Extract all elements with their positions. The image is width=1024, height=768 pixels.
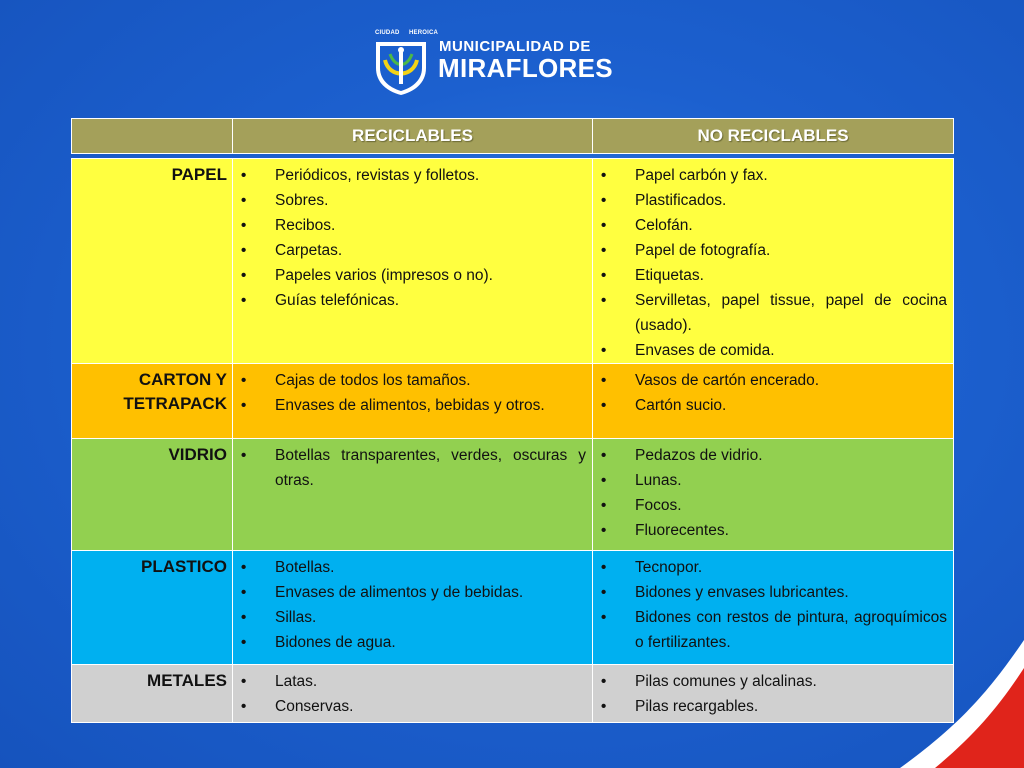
- list-item: • Periódicos, revistas y folletos.: [239, 163, 586, 188]
- list-item: • Envases de alimentos, bebidas y otros.: [239, 393, 586, 418]
- no-reciclables-cell: [593, 551, 954, 665]
- list-item: • Conservas.: [239, 694, 586, 719]
- logo-title-line1: MUNICIPALIDAD DE: [439, 38, 591, 55]
- logo-top-right-text: HEROICA: [409, 30, 439, 36]
- table-row-vidrio: [72, 439, 954, 551]
- logo-top-left-text: CIUDAD: [375, 30, 400, 36]
- header-empty-cell: [72, 119, 233, 154]
- list-item: • Cajas de todos los tamaños.: [239, 368, 586, 393]
- category-vidrio: VIDRIO: [72, 439, 233, 551]
- list-item: • Bidones con restos de pintura, agroquímicos o fertilizantes.: [599, 605, 947, 655]
- list-item: • Botellas.: [239, 555, 586, 580]
- item-list: [593, 665, 953, 719]
- list-item: • Papel carbón y fax.: [599, 163, 947, 188]
- reciclables-cell: [233, 364, 593, 439]
- list-item: • Servilletas, papel tissue, papel de cocina (usado).: [599, 288, 947, 338]
- item-list: [593, 551, 953, 655]
- list-item: • Tecnopor.: [599, 555, 947, 580]
- list-item: • Celofán.: [599, 213, 947, 238]
- list-item: • Sillas.: [239, 605, 586, 630]
- list-item: • Envases de alimentos y de bebidas.: [239, 580, 586, 605]
- reciclables-cell: [233, 665, 593, 723]
- list-item: • Etiquetas.: [599, 263, 947, 288]
- table-row-papel: [72, 159, 954, 364]
- item-list: [233, 439, 592, 493]
- item-list: [593, 364, 953, 418]
- shield-icon: [373, 38, 429, 96]
- list-item: • Papeles varios (impresos o no).: [239, 263, 586, 288]
- list-item: • Lunas.: [599, 468, 947, 493]
- no-reciclables-cell: [593, 439, 954, 551]
- table-row-plastico: [72, 551, 954, 665]
- item-list: [233, 364, 592, 418]
- recycling-table: [71, 118, 954, 723]
- list-item: • Carpetas.: [239, 238, 586, 263]
- list-item: • Envases de comida.: [599, 338, 947, 363]
- category-carton-tetrapack: CARTON Y TETRAPACK: [72, 364, 233, 439]
- no-reciclables-cell: [593, 665, 954, 723]
- no-reciclables-cell: [593, 364, 954, 439]
- reciclables-cell: [233, 439, 593, 551]
- item-list: [593, 159, 953, 363]
- list-item: • Vasos de cartón encerado.: [599, 368, 947, 393]
- list-item: • Botellas transparentes, verdes, oscuras y otras.: [239, 443, 586, 493]
- header-reciclables: RECICLABLES: [233, 119, 593, 154]
- municipality-logo: [373, 30, 623, 96]
- category-plastico: PLASTICO: [72, 551, 233, 665]
- list-item: • Bidones de agua.: [239, 630, 586, 655]
- list-item: • Pilas comunes y alcalinas.: [599, 669, 947, 694]
- table-header-row: [72, 119, 954, 154]
- item-list: [233, 159, 592, 313]
- category-metales: METALES: [72, 665, 233, 723]
- list-item: • Bidones y envases lubricantes.: [599, 580, 947, 605]
- item-list: [233, 665, 592, 719]
- reciclables-cell: [233, 551, 593, 665]
- list-item: • Cartón sucio.: [599, 393, 947, 418]
- reciclables-cell: [233, 159, 593, 364]
- list-item: • Focos.: [599, 493, 947, 518]
- list-item: • Plastificados.: [599, 188, 947, 213]
- list-item: • Fluorecentes.: [599, 518, 947, 543]
- no-reciclables-cell: [593, 159, 954, 364]
- list-item: • Sobres.: [239, 188, 586, 213]
- item-list: [233, 551, 592, 655]
- category-papel: PAPEL: [72, 159, 233, 364]
- table-row-carton: [72, 364, 954, 439]
- list-item: • Pedazos de vidrio.: [599, 443, 947, 468]
- logo-title-line2: MIRAFLORES: [438, 53, 613, 83]
- list-item: • Latas.: [239, 669, 586, 694]
- list-item: • Guías telefónicas.: [239, 288, 586, 313]
- item-list: [593, 439, 953, 543]
- list-item: • Recibos.: [239, 213, 586, 238]
- header-no-reciclables: NO RECICLABLES: [593, 119, 954, 154]
- list-item: • Papel de fotografía.: [599, 238, 947, 263]
- table-row-metales: [72, 665, 954, 723]
- list-item: • Pilas recargables.: [599, 694, 947, 719]
